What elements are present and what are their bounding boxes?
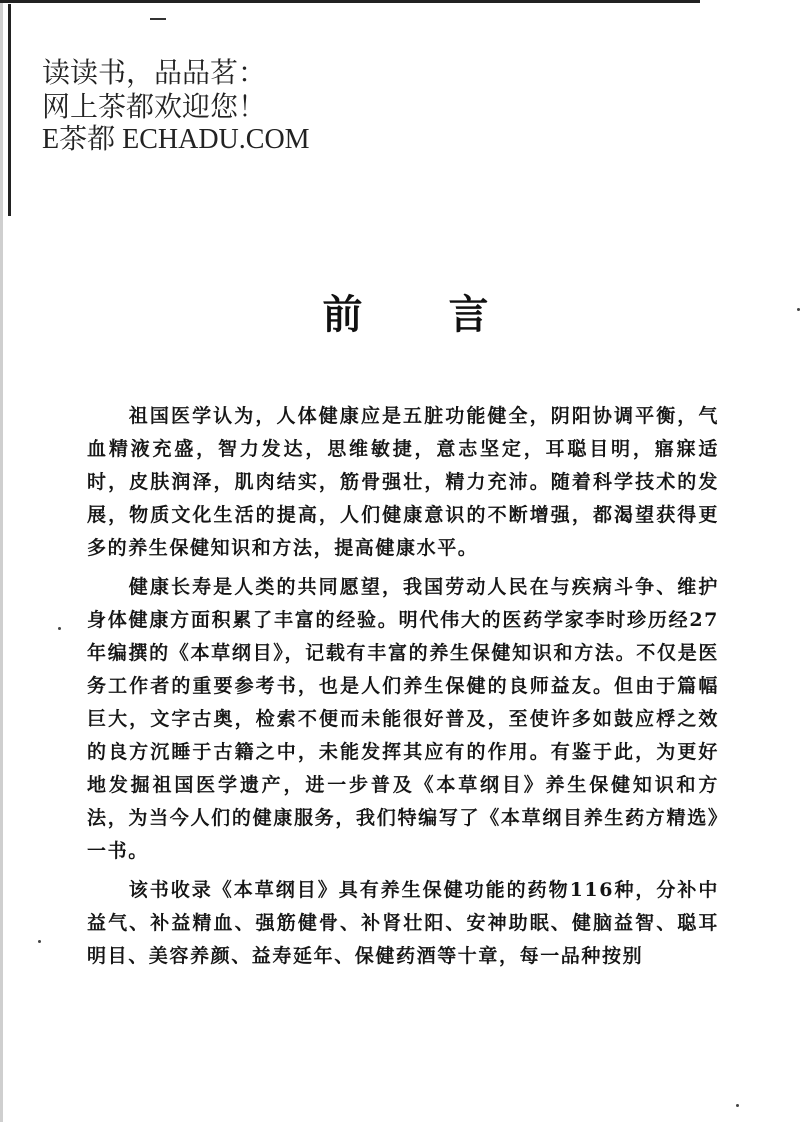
scan-left-edge: [0, 0, 3, 1122]
paragraph-2: 健康长寿是人类的共同愿望，我国劳动人民在与疾病斗争、维护身体健康方面积累了丰富的经验。明代伟大的医药学家李时珍历经27年编撰的《本草纲目》，记载有丰富的养生保健知识和方法。不仅是医务工作者的重要参考书，也是人们养生保健的良师益友。但由于篇幅巨大，文字古奥，检索不便而未能很好普及，至使许多如鼓应桴之效的良方沉睡于古籍之中，未能发挥其应有的作用。有鉴于此，为更好地发掘祖国医学遗产，进一步普及《本草纲目》养生保健知识和方法，为当今人们的健康服务，我们特编写了《本草纲目养生药方精选》一书。: [87, 576, 719, 862]
watermark-line-3: E茶都 ECHADU.COM: [42, 124, 310, 155]
watermark-line-1: 读读书，品品茗：: [42, 56, 267, 89]
title-char-2: 言: [448, 292, 489, 338]
title-char-1: 前: [322, 292, 363, 338]
paragraph-3: 该书收录《本草纲目》具有养生保健功能的药物116种，分补中益气、补益精血、强筋健骨、补肾壮阳、安神助眠、健脑益智、聪耳明目、美容养颜、益寿延年、保健药酒等十章，每一品种按别: [87, 879, 719, 967]
page-title: [0, 283, 811, 340]
scan-speck: [38, 940, 41, 943]
preface-body: [87, 400, 719, 979]
scan-mark: [150, 18, 166, 20]
scan-left-bar: [8, 4, 11, 216]
scan-top-border: [0, 0, 700, 3]
paragraph-1: 祖国医学认为，人体健康应是五脏功能健全，阴阳协调平衡，气血精液充盛，智力发达，思维敏捷，意志坚定，耳聪目明，寤寐适时，皮肤润泽，肌肉结实，筋骨强壮，精力充沛。随着科学技术的发展，物质文化生活的提高，人们健康意识的不断增强，都渴望获得更多的养生保健知识和方法，提高健康水平。: [87, 405, 719, 559]
scan-speck: [58, 627, 61, 630]
scan-speck: [736, 1104, 739, 1107]
watermark-line-2: 网上茶都欢迎您！: [42, 90, 267, 123]
scan-speck: [797, 308, 800, 311]
